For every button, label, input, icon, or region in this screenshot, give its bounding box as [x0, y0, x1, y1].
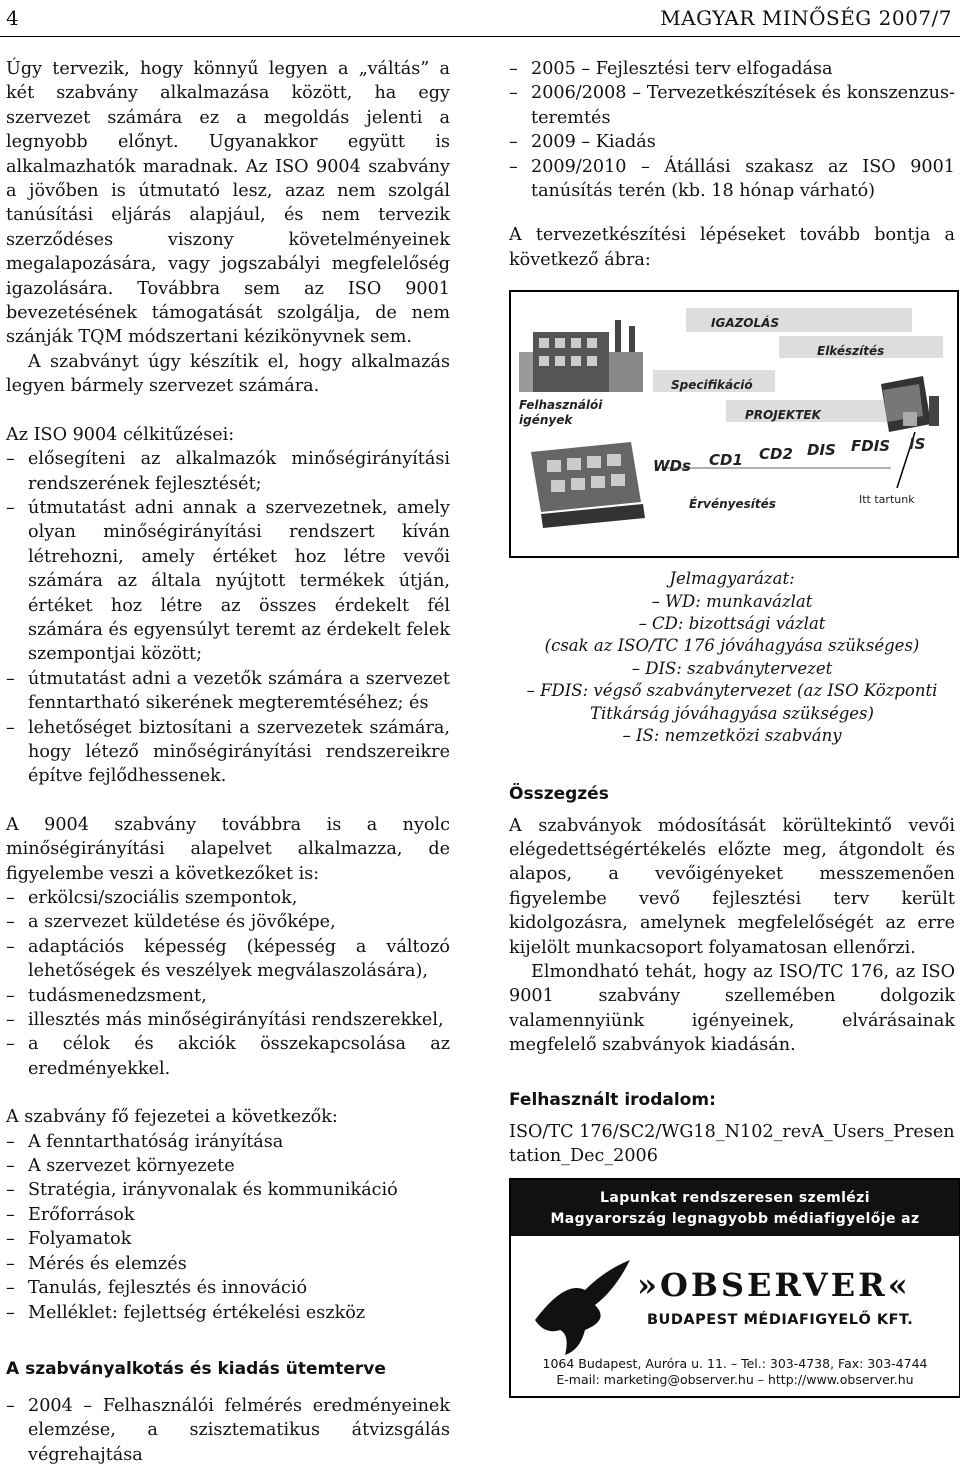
- legend-item: – DIS: szabványtervezet: [631, 658, 833, 678]
- legend-item: – FDIS: végső szabványtervezet (az ISO Központi: [526, 681, 938, 701]
- journal-title: MAGYAR MINŐSÉG 2007/7: [660, 6, 952, 30]
- schedule-list: [509, 57, 955, 203]
- cd1-label: CD1: [709, 451, 743, 470]
- list-item: – Melléklet: fejlettség értékelési eszköz: [6, 1301, 450, 1325]
- list-item: – 2009/2010 – Átállási szakasz az ISO 9001 tanúsítás terén (kb. 18 hónap várható): [509, 155, 955, 204]
- list-item: – 2004 – Felhasználói felmérés eredményeinek elemzése, a szisztematikus átvizsgálás végrehajtása: [6, 1394, 450, 1467]
- ad-banner: [511, 1180, 959, 1236]
- right-column: [509, 57, 955, 1168]
- list-item: – erkölcsi/szociális szempontok,: [6, 886, 450, 910]
- intro-paragraph: Úgy tervezik, hogy könnyű legyen a „váltás” a két szabvány alkalmazása között, ha egy szervezet számára ez a megoldás jelenti a legnyobb előnyt. Ugyanakkor együtt is alkalmazhatók maradnak. Az ISO 9004 szabvány a jövőben is útmutató lesz, azaz nem szolgál tanúsítási eljárás alapjául, és nem tervezik szerződéses viszony követelményeinek megalapozására, vagy jogszabályi megfelelőség igazolására. Továbbra sem az ISO 9001 bevezetésének támogatását szolgálja, de nem szánják TQM módszertani kézikönyvnek sem.: [6, 59, 450, 348]
- legend-item: – CD: bizottsági vázlat: [638, 614, 826, 634]
- list-item: – a szervezet küldetése és jövőképe,: [6, 910, 450, 934]
- references-heading: Felhasznált irodalom:: [509, 1089, 716, 1110]
- ad-email: E-mail: marketing@observer.hu – http://www.observer.hu: [556, 1372, 914, 1387]
- list-item: – útmutatást adni annak a szervezetnek, amely olyan minőségirányítási rendszert kíván létrehozni, amely értéket hoz létre vevői számára az általa nyújtott termékek útján, értéket hoz létre az összes érdekelt fél számára és egyensúlyt teremt az érdekelt felek szempontjai között;: [6, 496, 450, 667]
- list-item: – Tanulás, fejlesztés és innováció: [6, 1276, 450, 1300]
- goals-list: [6, 447, 450, 789]
- left-column: [6, 57, 450, 1467]
- chapters-list: [6, 1130, 450, 1325]
- list-item: – elősegíteni az alkalmazók minőségirányítási rendszerének fejlesztését;: [6, 447, 450, 496]
- diagram-legend: [509, 568, 955, 747]
- wds-label: WDs: [653, 457, 691, 476]
- list-item: – útmutatást adni a vezetők számára a szervezet fenntartható sikerének megteremtéséhez; és: [6, 667, 450, 716]
- chapters-intro: A szabvány fő fejezetei a következők:: [6, 1107, 338, 1128]
- list-item: – lehetőséget biztosítani a szervezetek számára, hogy létező minőségirányítási rendszereikre építve fejlődhessenek.: [6, 716, 450, 789]
- ad-address: 1064 Budapest, Auróra u. 11. – Tel.: 303-4738, Fax: 303-4744: [542, 1356, 928, 1371]
- list-item: – Stratégia, irányvonalak és kommunikáció: [6, 1178, 450, 1202]
- summary-heading: Összegzés: [509, 783, 609, 804]
- list-item: – 2009 – Kiadás: [509, 130, 955, 154]
- specifikacio-label: Specifikáció: [671, 378, 753, 393]
- list-item: – Erőforrások: [6, 1203, 450, 1227]
- list-item: – Mérés és elemzés: [6, 1252, 450, 1276]
- legend-item: – WD: munkavázlat: [651, 591, 813, 611]
- eagle-logo-icon: [525, 1250, 635, 1360]
- is-label: IS: [909, 435, 926, 454]
- felhasznaloi-label: Felhasználói igények: [519, 398, 603, 428]
- list-item: – 2005 – Fejlesztési terv elfogadása: [509, 57, 955, 81]
- observer-advertisement: [509, 1178, 960, 1398]
- user-illustration: [531, 442, 645, 528]
- company-name: BUDAPEST MÉDIAFIGYELŐ KFT.: [647, 1312, 914, 1328]
- itt-tartunk-label: Itt tartunk: [859, 493, 915, 507]
- projektek-label: PROJEKTEK: [745, 408, 821, 423]
- header-rule: [0, 36, 960, 37]
- list-item: – Folyamatok: [6, 1227, 450, 1251]
- goals-title: Az ISO 9004 célkitűzései:: [6, 424, 235, 445]
- page-number: 4: [6, 6, 19, 30]
- legend-title: Jelmagyarázat:: [669, 569, 795, 589]
- summary-paragraph-2: Elmondható tehát, hogy az ISO/TC 176, az ISO 9001 szabvány szellemében dolgozik valamennyiünk igényeinek, elvárásainak megfelelő szabványok kiadásán.: [509, 961, 955, 1056]
- list-item: – adaptációs képesség (képesség a változó lehetőségek és veszélyek megválaszolására),: [6, 935, 450, 984]
- schedule-heading: A szabványalkotás és kiadás ütemterve: [6, 1358, 386, 1379]
- diagram-intro: A tervezetkészítési lépéseket tovább bontja a következő ábra:: [509, 225, 955, 270]
- summary-paragraph: A szabványok módosítását körültekintő vevői elégedettségértékelés előzte meg, átgondolt és alapos, a vevőigényeket messzemenően figyelembe vevő fejlesztési terv került kidolgozásra, amelynek megfelelőségét az erre kijelölt munkacsoport folyamatosan ellenőrzi.: [509, 815, 955, 958]
- ad-line-2: Magyarország legnagyobb médiafigyelője az: [550, 1211, 920, 1227]
- list-item: – 2006/2008 – Tervezetkészítések és konszenzus-teremtés: [509, 81, 955, 130]
- book-illustration: [881, 376, 939, 432]
- legend-item: Titkárság jóváhagyása szükséges): [590, 703, 874, 723]
- list-item: – illesztés más minőségirányítási rendszerekkel,: [6, 1008, 450, 1032]
- references-text: ISO/TC 176/SC2/WG18_N102_revA_Users_Presentation_Dec_2006: [509, 1121, 955, 1166]
- list-item: – a célok és akciók összekapcsolása az eredményekkel.: [6, 1032, 450, 1081]
- principles-intro: A 9004 szabvány továbbra is a nyolc minőségirányítási alapelvet alkalmazza, de figyelembe veszi a következőket is:: [6, 814, 450, 884]
- ervenyesites-label: Érvényesítés: [689, 497, 776, 512]
- elkeszites-label: Elkészítés: [817, 344, 885, 359]
- list-item: – tudásmenedzsment,: [6, 984, 450, 1008]
- factory-illustration: [519, 320, 643, 392]
- schedule-list-start: [6, 1394, 450, 1467]
- principles-list: [6, 886, 450, 1081]
- list-item: – A fenntarthatóság irányítása: [6, 1130, 450, 1154]
- list-item: – A szervezet környezete: [6, 1154, 450, 1178]
- ad-line-1: Lapunkat rendszeresen szemlézi: [600, 1190, 870, 1206]
- legend-item: – IS: nemzetközi szabvány: [622, 726, 842, 746]
- cd2-label: CD2: [759, 445, 793, 464]
- ad-contact: [511, 1356, 959, 1388]
- fdis-label: FDIS: [851, 437, 891, 456]
- intro-paragraph-2: A szabványt úgy készítik el, hogy alkalmazás legyen bármely szervezet számára.: [6, 351, 450, 397]
- observer-logo: »OBSERVER«: [637, 1266, 911, 1304]
- dis-label: DIS: [807, 441, 836, 460]
- legend-item: (csak az ISO/TC 176 jóváhagyása szükséges): [544, 636, 920, 656]
- igazolas-label: IGAZOLÁS: [711, 316, 780, 331]
- process-diagram: [509, 290, 959, 558]
